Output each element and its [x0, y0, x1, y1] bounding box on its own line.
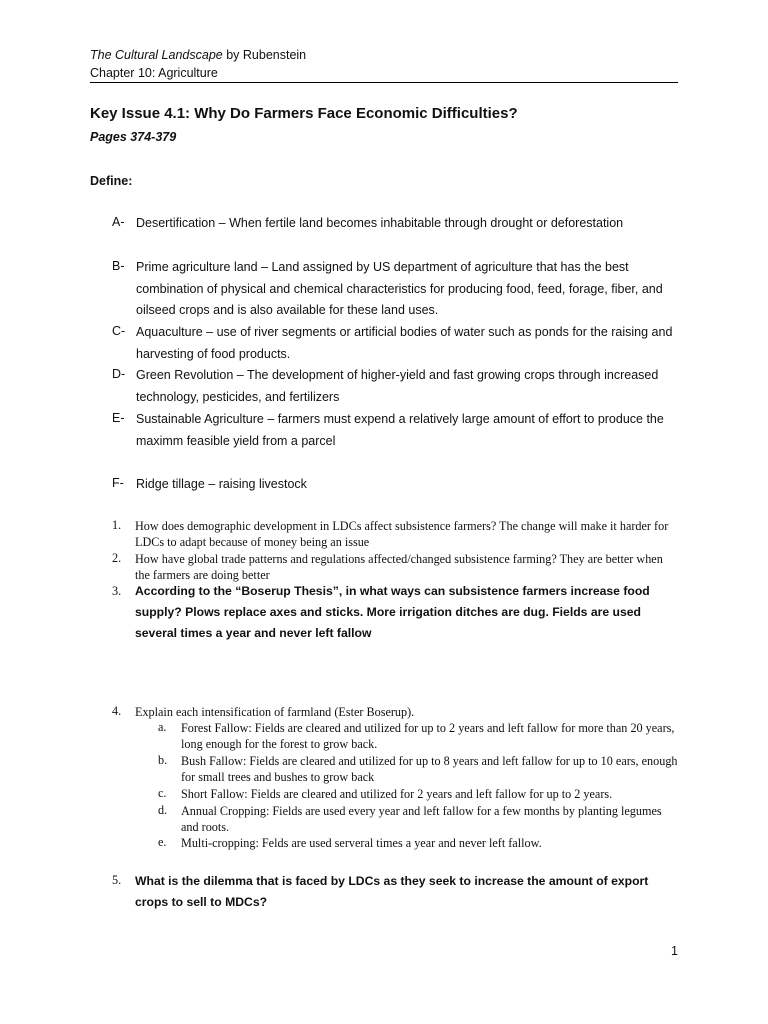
running-header-chapter: Chapter 10: Agriculture	[90, 66, 218, 80]
definition-letter: E-	[112, 411, 125, 425]
definition-letter: D-	[112, 367, 126, 381]
page-range: Pages 374-379	[90, 130, 177, 144]
question-text: What is the dilemma that is faced by LDCs as they seek to increase the amount of export crops to sell to MDCs?	[135, 874, 649, 909]
subitem-text: Multi-cropping: Felds are used serveral times a year and never left fallow.	[181, 836, 542, 850]
question-number: 3.	[112, 584, 122, 598]
author: by Rubenstein	[222, 48, 307, 62]
definition-letter: B-	[112, 259, 125, 273]
definition-letter: C-	[112, 324, 126, 338]
page-number: 1	[671, 944, 678, 958]
question-number: 5.	[112, 873, 122, 887]
question-number: 4.	[112, 704, 122, 718]
define-heading: Define:	[90, 174, 133, 188]
page-title: Key Issue 4.1: Why Do Farmers Face Economic Difficulties?	[90, 105, 518, 122]
subitem-text: Short Fallow: Fields are cleared and utilized for 2 years and left fallow for up to 2 years.	[181, 787, 613, 801]
question-text-pre: According to the	[135, 584, 236, 598]
subitem-text: Bush Fallow: Fields are cleared and utilized for up to 8 years and left fallow for up to 10 ears, enough for small trees and bushes to grow back	[181, 754, 678, 784]
question-text: Explain each intensification of farmland (Ester Boserup).	[135, 705, 415, 719]
subitem-letter: c.	[158, 786, 167, 800]
definition-text: Ridge tillage – raising livestock	[136, 477, 307, 491]
subitem-letter: d.	[158, 803, 168, 817]
boserup-thesis-term: “Boserup Thesis”	[235, 584, 339, 598]
subitem-text: Annual Cropping: Fields are used every year and left fallow for a few months by planting legumes and roots.	[181, 804, 662, 834]
question-text: How have global trade patterns and regulations affected/changed subsistence farming? They are better when the farmers are doing better	[135, 552, 663, 582]
book-title: The Cultural Landscape	[90, 48, 223, 62]
definition-text: Aquaculture – use of river segments or artificial bodies of water such as ponds for the raising and harvesting of food products.	[136, 325, 673, 361]
definition-text: Sustainable Agriculture – farmers must expend a relatively large amount of effort to produce the maximm feasible yield from a parcel	[136, 412, 664, 448]
running-header-book	[90, 48, 306, 62]
question-text: How does demographic development in LDCs affect subsistence farmers? The change will make it harder for LDCs to adapt because of money being an issue	[135, 519, 669, 549]
question-text	[135, 581, 680, 644]
definition-text: Prime agriculture land – Land assigned by US department of agriculture that has the best combination of physical and chemical characteristics for producing food, feed, forage, fiber, and oilseed crops and is also available for these land uses.	[136, 260, 663, 317]
subitem-letter: a.	[158, 720, 167, 734]
question-number: 2.	[112, 551, 122, 565]
subitem-letter: e.	[158, 835, 167, 849]
question-text-post: , in what ways can subsistence farmers increase food supply? Plows replace axes and sticks. More irrigation ditches are dug. Fields are used several times a year and never left fallow	[135, 584, 650, 640]
question-number: 1.	[112, 518, 122, 532]
subitem-letter: b.	[158, 753, 168, 767]
subitem-text: Forest Fallow: Fields are cleared and utilized for up to 2 years and left fallow for more than 20 years, long enough for the forest to grow back.	[181, 721, 675, 751]
definition-text: Green Revolution – The development of higher-yield and fast growing crops through increased technology, pesticides, and fertilizers	[136, 368, 659, 404]
definition-letter: F-	[112, 476, 124, 490]
definition-text: Desertification – When fertile land becomes inhabitable through drought or deforestation	[136, 216, 624, 230]
header-rule	[90, 82, 678, 83]
definition-letter: A-	[112, 215, 125, 229]
